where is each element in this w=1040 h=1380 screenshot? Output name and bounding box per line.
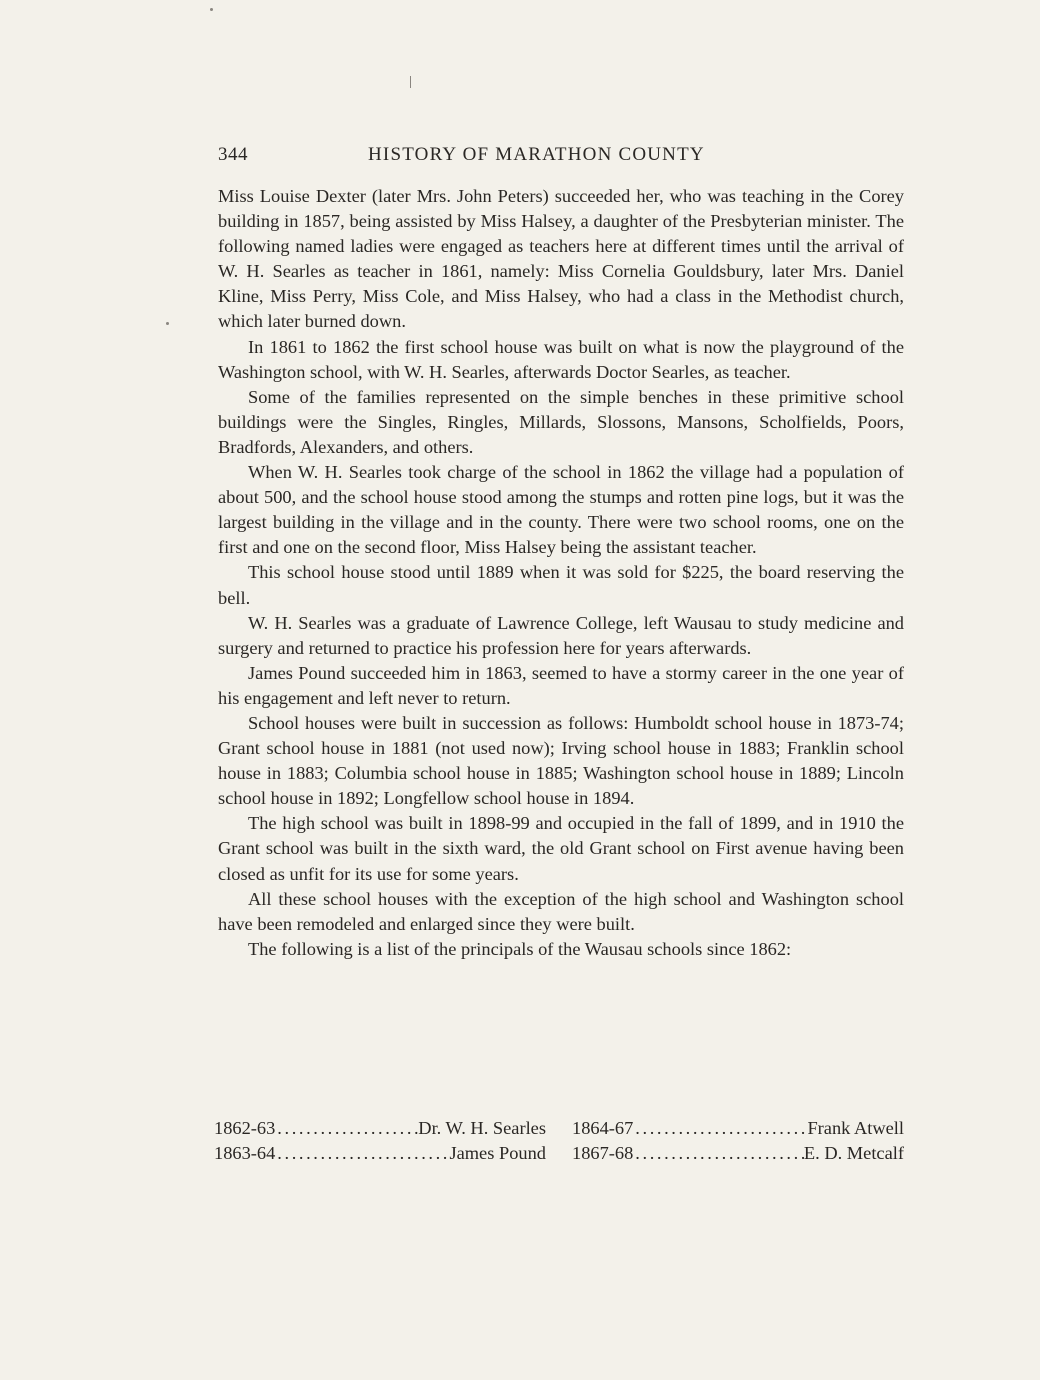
page-number: 344 (218, 144, 248, 165)
dot-leader (275, 1141, 449, 1166)
principal-name: James Pound (449, 1143, 546, 1163)
paragraph: W. H. Searles was a graduate of Lawrence College, left Wausau to study medicine and surgery and returned to practice his profession here for years afterwards. (218, 612, 904, 658)
paragraph: This school house stood until 1889 when it was sold for $225, the board reserving the bell. (218, 562, 904, 608)
running-head: HISTORY OF MARATHON COUNTY (368, 144, 705, 165)
paper-speck (166, 322, 169, 325)
principal-name: Dr. W. H. Searles (418, 1118, 546, 1138)
paragraph: Miss Louise Dexter (later Mrs. John Peters) succeeded her, who was teaching in the Corey building in 1857, being assisted by Miss Halsey, a daughter of the Presbyterian minister. The following named ladies were engaged as teachers here at different times until the arrival of W. H. Searles as teacher in 1861, namely: Miss Cornelia Gouldsbury, later Mrs. Daniel Kline, Miss Perry, Miss Cole, and Miss Halsey, who had a class in the Methodist church, which later burned down. (218, 186, 904, 332)
dot-leader (633, 1141, 804, 1166)
principal-name: Frank Atwell (807, 1118, 904, 1138)
paragraph: All these school houses with the exception of the high school and Washington school have been remodeled and enlarged since they were built. (218, 888, 904, 934)
principal-years: 1862-63 (214, 1118, 276, 1138)
principals-list (214, 1116, 904, 1166)
principal-years: 1867-68 (572, 1143, 634, 1163)
principal-entry (572, 1116, 904, 1141)
paper-speck (210, 8, 213, 11)
paragraph: James Pound succeeded him in 1863, seemed to have a stormy career in the one year of his engagement and left never to return. (218, 662, 904, 708)
page-header (218, 144, 904, 170)
principal-entry (214, 1116, 546, 1141)
principals-row (214, 1141, 904, 1166)
body-text (218, 184, 904, 962)
principal-entry (572, 1141, 904, 1166)
principal-entry (214, 1141, 546, 1166)
paragraph: The high school was built in 1898-99 and occupied in the fall of 1899, and in 1910 the Grant school was built in the sixth ward, the old Grant school on First avenue having been closed as unfit for its use for some years. (218, 813, 904, 884)
dot-leader (633, 1116, 807, 1141)
paragraph: School houses were built in succession as follows: Humboldt school house in 1873-74; Grant school house in 1881 (not used now); Irving school house in 1883; Franklin school house in 1883; Columbia school house in 1885; Washington school house in 1889; Lincoln school house in 1892; Longfellow school house in 1894. (218, 712, 904, 809)
paragraph: When W. H. Searles took charge of the school in 1862 the village had a population of about 500, and the school house stood among the stumps and rotten pine logs, but it was the largest building in the village and in the county. There were two school rooms, one on the first and one on the second floor, Miss Halsey being the assistant teacher. (218, 462, 904, 558)
dot-leader (275, 1116, 418, 1141)
paragraph: The following is a list of the principals of the Wausau schools since 1862: (248, 938, 792, 959)
principal-years: 1864-67 (572, 1118, 634, 1138)
principals-row (214, 1116, 904, 1141)
paper-mark (410, 76, 411, 88)
paragraph: In 1861 to 1862 the first school house was built on what is now the playground of the Washington school, with W. H. Searles, afterwards Doctor Searles, as teacher. (218, 336, 904, 382)
paragraph: Some of the families represented on the simple benches in these primitive school buildings were the Singles, Ringles, Millards, Slossons, Mansons, Scholfields, Poors, Bradfords, Alexanders, and others. (218, 386, 904, 457)
principal-years: 1863-64 (214, 1143, 276, 1163)
principal-name: E. D. Metcalf (803, 1143, 904, 1163)
